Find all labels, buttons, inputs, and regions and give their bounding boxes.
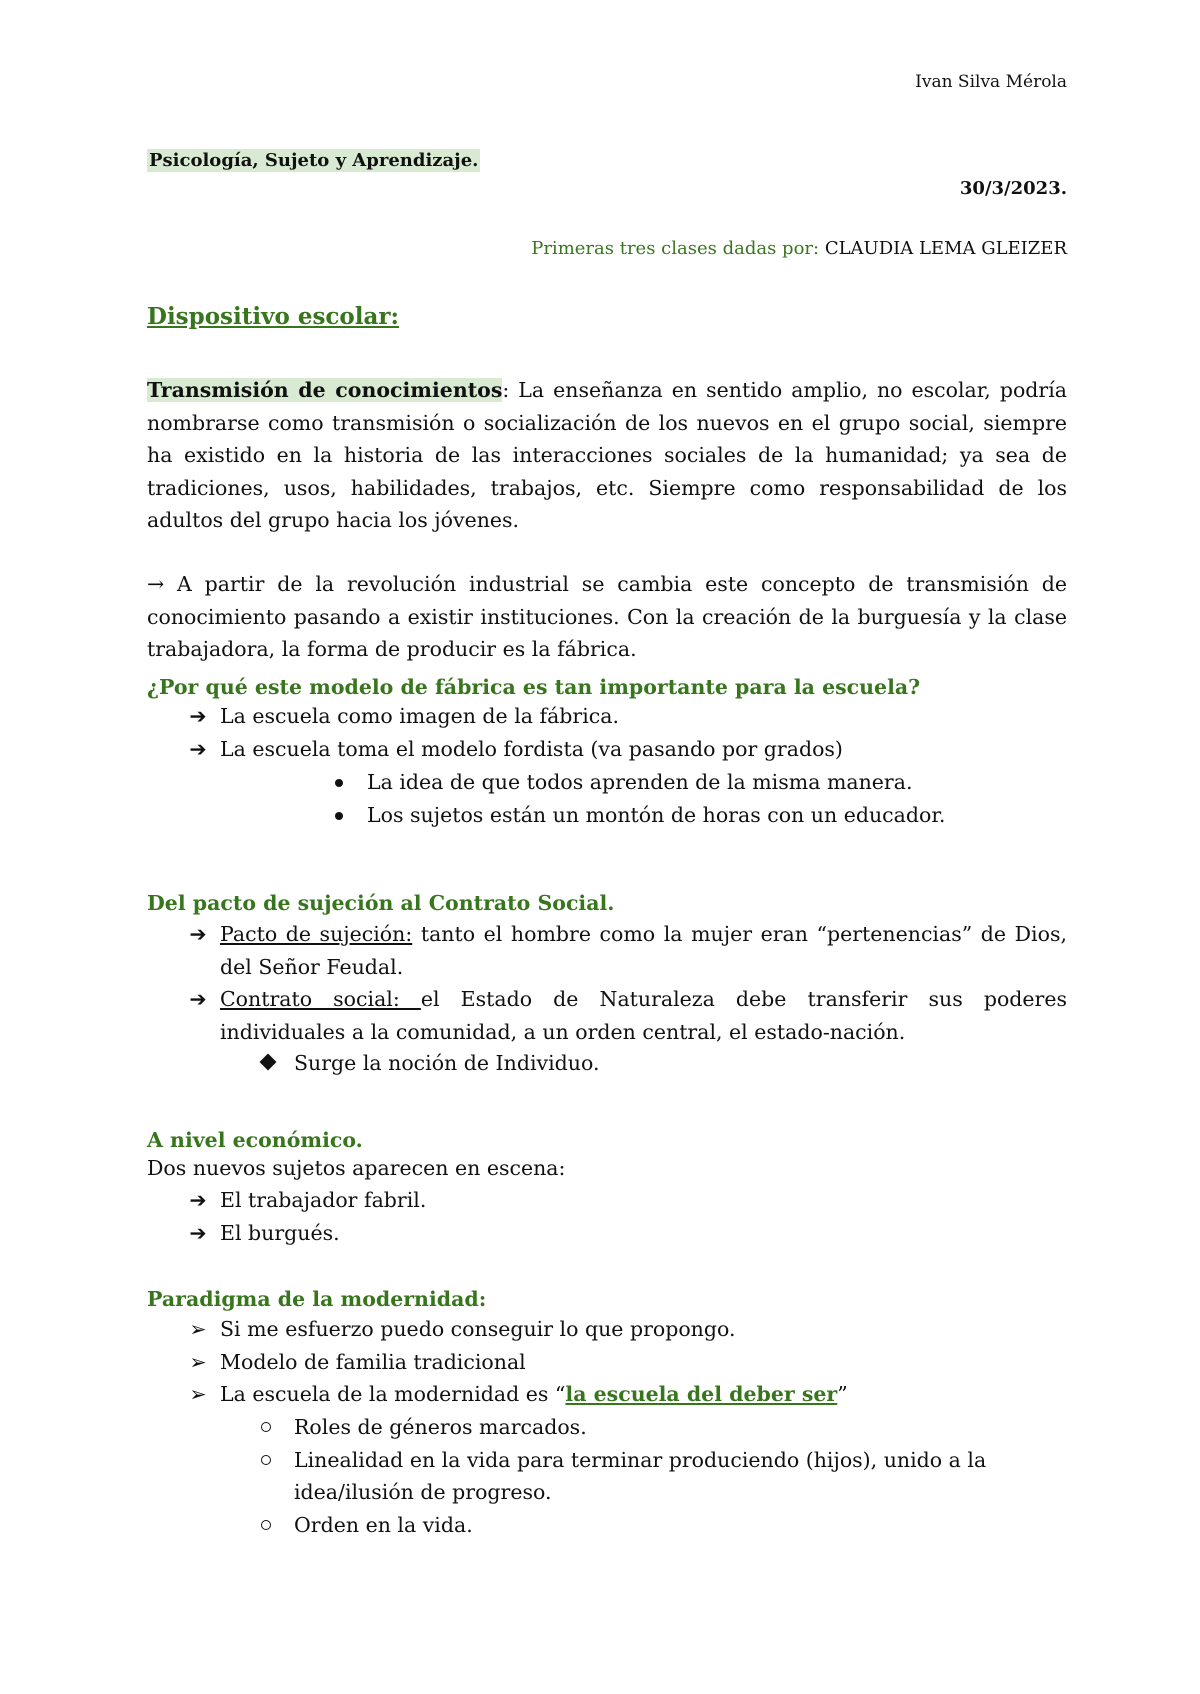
term-pacto: Pacto de sujeción: bbox=[220, 922, 413, 946]
list-item: Surge la noción de Individuo. bbox=[294, 1047, 1067, 1080]
link-escuela-deber-ser[interactable]: la escuela del deber ser bbox=[565, 1382, 838, 1406]
author-name: Ivan Silva Mérola bbox=[915, 72, 1067, 92]
list-item: Roles de géneros marcados. bbox=[294, 1411, 1067, 1444]
chevron-bullet-icon: ➢ bbox=[189, 1349, 207, 1374]
paragraph-revolucion: → A partir de la revolución industrial se cambia este concepto de transmisión de conocimiento pasando a existir instituciones. Con la creación de la burguesía y la clase trabajadora, la forma de producir es la fábrica. bbox=[147, 572, 1067, 661]
section-heading-economico: A nivel económico. bbox=[147, 1128, 363, 1152]
list-item: ➢ Si me esfuerzo puedo conseguir lo que propongo. bbox=[220, 1313, 1067, 1346]
document-date: 30/3/2023. bbox=[959, 178, 1067, 199]
list-item: Orden en la vida. bbox=[294, 1509, 1067, 1542]
dot-bullet-icon bbox=[335, 812, 343, 820]
modernidad-list bbox=[189, 1313, 1067, 1411]
diamond-bullet-icon bbox=[260, 1054, 277, 1071]
teacher-name: CLAUDIA LEMA GLEIZER bbox=[824, 238, 1067, 259]
modernidad-sublist bbox=[294, 1411, 1067, 1541]
dot-bullet-icon bbox=[335, 779, 343, 787]
list-item: Los sujetos están un montón de horas con un educador. bbox=[367, 799, 1067, 832]
circle-bullet-icon bbox=[261, 1520, 271, 1530]
contrato-sublist bbox=[294, 1047, 1067, 1080]
section-heading-modernidad: Paradigma de la modernidad: bbox=[147, 1287, 487, 1311]
list-item: ➔ La escuela toma el modelo fordista (va pasando por grados) bbox=[220, 733, 1067, 766]
arrow-bullet-icon: ➔ bbox=[189, 736, 207, 761]
main-title: Dispositivo escolar: bbox=[147, 303, 399, 330]
fabrica-list bbox=[189, 700, 1067, 765]
contrato-list bbox=[189, 918, 1067, 1048]
section-heading-fabrica: ¿Por qué este modelo de fábrica es tan importante para la escuela? bbox=[147, 675, 921, 699]
list-item: ➔ Pacto de sujeción: tanto el hombre como la mujer eran “pertenencias” de Dios, del Señor Feudal. bbox=[220, 918, 1067, 983]
arrow-bullet-icon: ➔ bbox=[189, 704, 207, 728]
teacher-label: Primeras tres clases dadas por: bbox=[531, 238, 820, 259]
section-heading-contrato: Del pacto de sujeción al Contrato Social. bbox=[147, 891, 615, 915]
course-title: Psicología, Sujeto y Aprendizaje. bbox=[149, 150, 479, 171]
chevron-bullet-icon: ➢ bbox=[189, 1382, 207, 1406]
list-item: ➢ Modelo de familia tradicional bbox=[220, 1346, 1067, 1379]
list-item: ➢ La escuela de la modernidad es “la escuela del deber ser” bbox=[220, 1378, 1067, 1411]
list-item: ➔ El trabajador fabril. bbox=[220, 1184, 1067, 1217]
economico-list bbox=[189, 1184, 1067, 1249]
list-item: La idea de que todos aprenden de la misma manera. bbox=[367, 766, 1067, 799]
circle-bullet-icon bbox=[261, 1422, 271, 1432]
teacher-line bbox=[531, 238, 1067, 259]
term-transmision: Transmisión de conocimientos bbox=[147, 378, 503, 402]
paragraph-transmision bbox=[147, 374, 1067, 537]
list-item: Linealidad en la vida para terminar produciendo (hijos), unido a la idea/ilusión de progreso. bbox=[294, 1444, 1067, 1509]
term-contrato: Contrato social: bbox=[220, 987, 421, 1011]
fabrica-sublist bbox=[367, 766, 1067, 831]
paragraph-transmision-text: : La enseñanza en sentido amplio, no escolar, podría nombrarse como transmisión o socialización de los nuevos en el grupo social, siempre ha existido en la historia de las interacciones sociales de la humanidad; ya sea de tradiciones, usos, habilidades, trabajos, etc. Siempre como responsabilidad de los adultos del grupo hacia los jóvenes. bbox=[147, 378, 1067, 532]
circle-bullet-icon bbox=[261, 1455, 271, 1465]
arrow-bullet-icon: ➔ bbox=[189, 922, 207, 946]
chevron-bullet-icon: ➢ bbox=[189, 1317, 207, 1341]
list-item: ➔ La escuela como imagen de la fábrica. bbox=[220, 700, 1067, 733]
arrow-bullet-icon: ➔ bbox=[189, 1188, 207, 1212]
list-item: ➔ Contrato social: el Estado de Naturaleza debe transferir sus poderes individuales a la comunidad, a un orden central, el estado-nación. bbox=[220, 983, 1067, 1048]
economico-intro: Dos nuevos sujetos aparecen en escena: bbox=[147, 1156, 566, 1180]
list-item: ➔ El burgués. bbox=[220, 1217, 1067, 1250]
arrow-bullet-icon: ➔ bbox=[189, 987, 207, 1011]
arrow-bullet-icon: ➔ bbox=[189, 1220, 207, 1245]
